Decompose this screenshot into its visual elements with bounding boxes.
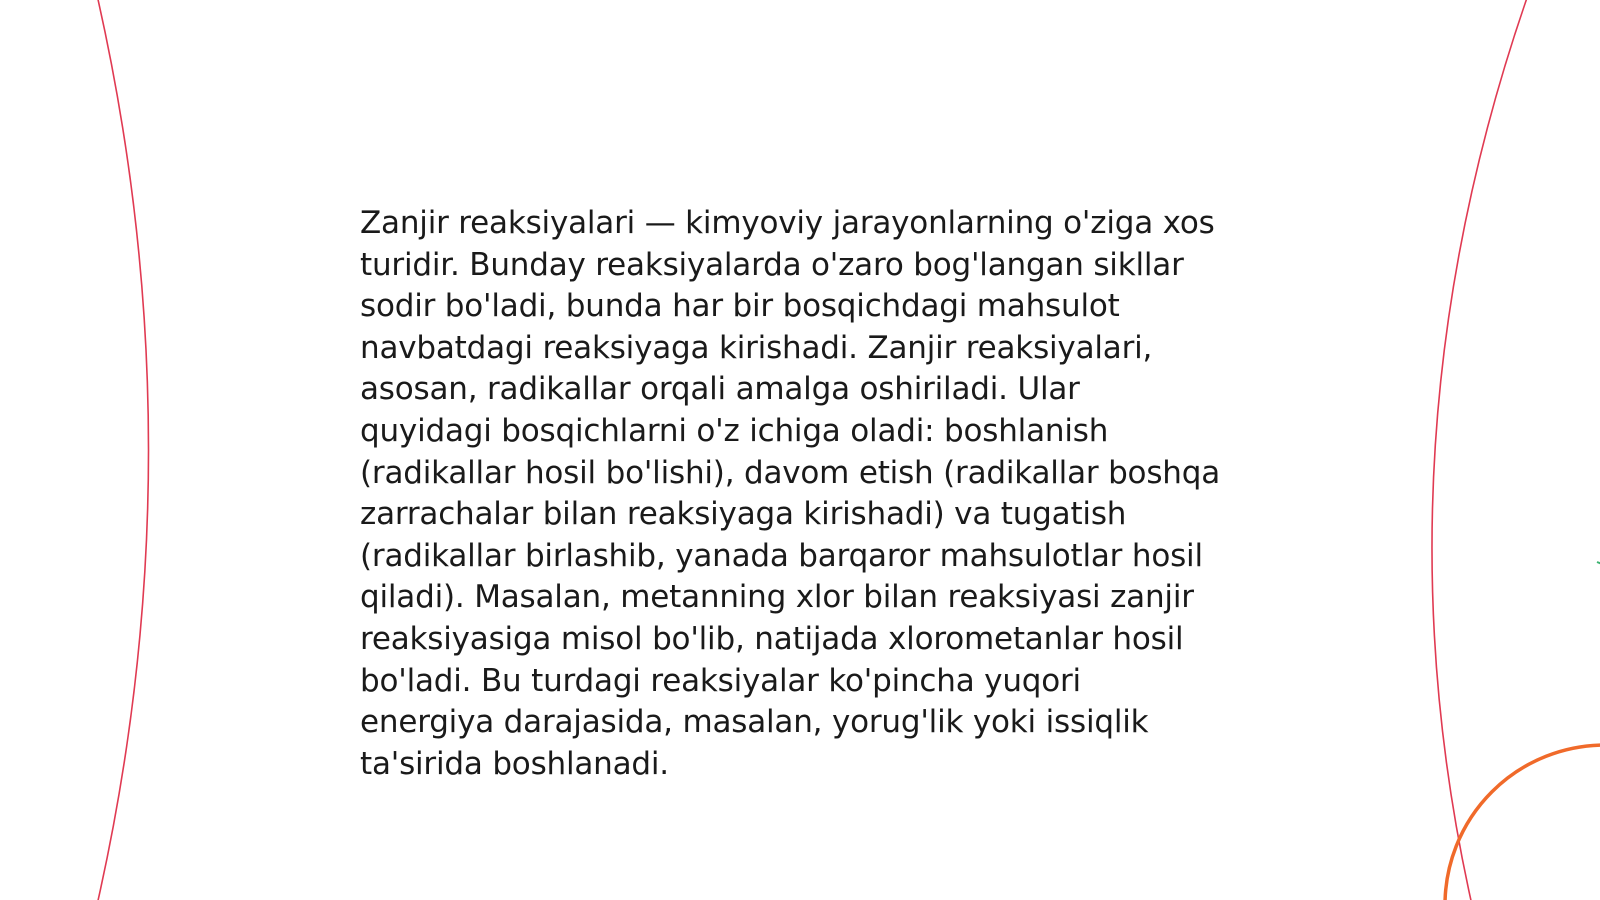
corner-arc	[1445, 745, 1600, 900]
right-curve	[1432, 0, 1528, 900]
body-paragraph: Zanjir reaksiyalari — kimyoviy jarayonlarning o'ziga xos turidir. Bunday reaksiyalarda o'zaro bog'langan sikllar sodir bo'ladi, bunda har bir bosqichdagi mahsulot navbatdagi reaksiyaga kirishadi. Zanjir reaksiyalari, asosan, radikallar orqali amalga oshiriladi. Ular quyidagi bosqichlarni o'z ichiga oladi: boshlanish (radikallar hosil bo'lishi), davom etish (radikallar boshqa zarrachalar bilan reaksiyaga kirishadi) va tugatish (radikallar birlashib, yanada barqaror mahsulotlar hosil qiladi). Masalan, metanning xlor bilan reaksiyasi zanjir reaksiyasiga misol bo'lib, natijada xlorometanlar hosil bo'ladi. Bu turdagi reaksiyalar ko'pincha yuqori energiya darajasida, masalan, yorug'lik yoki issiqlik ta'sirida boshlanadi.	[360, 205, 1220, 782]
left-curve	[97, 0, 149, 900]
